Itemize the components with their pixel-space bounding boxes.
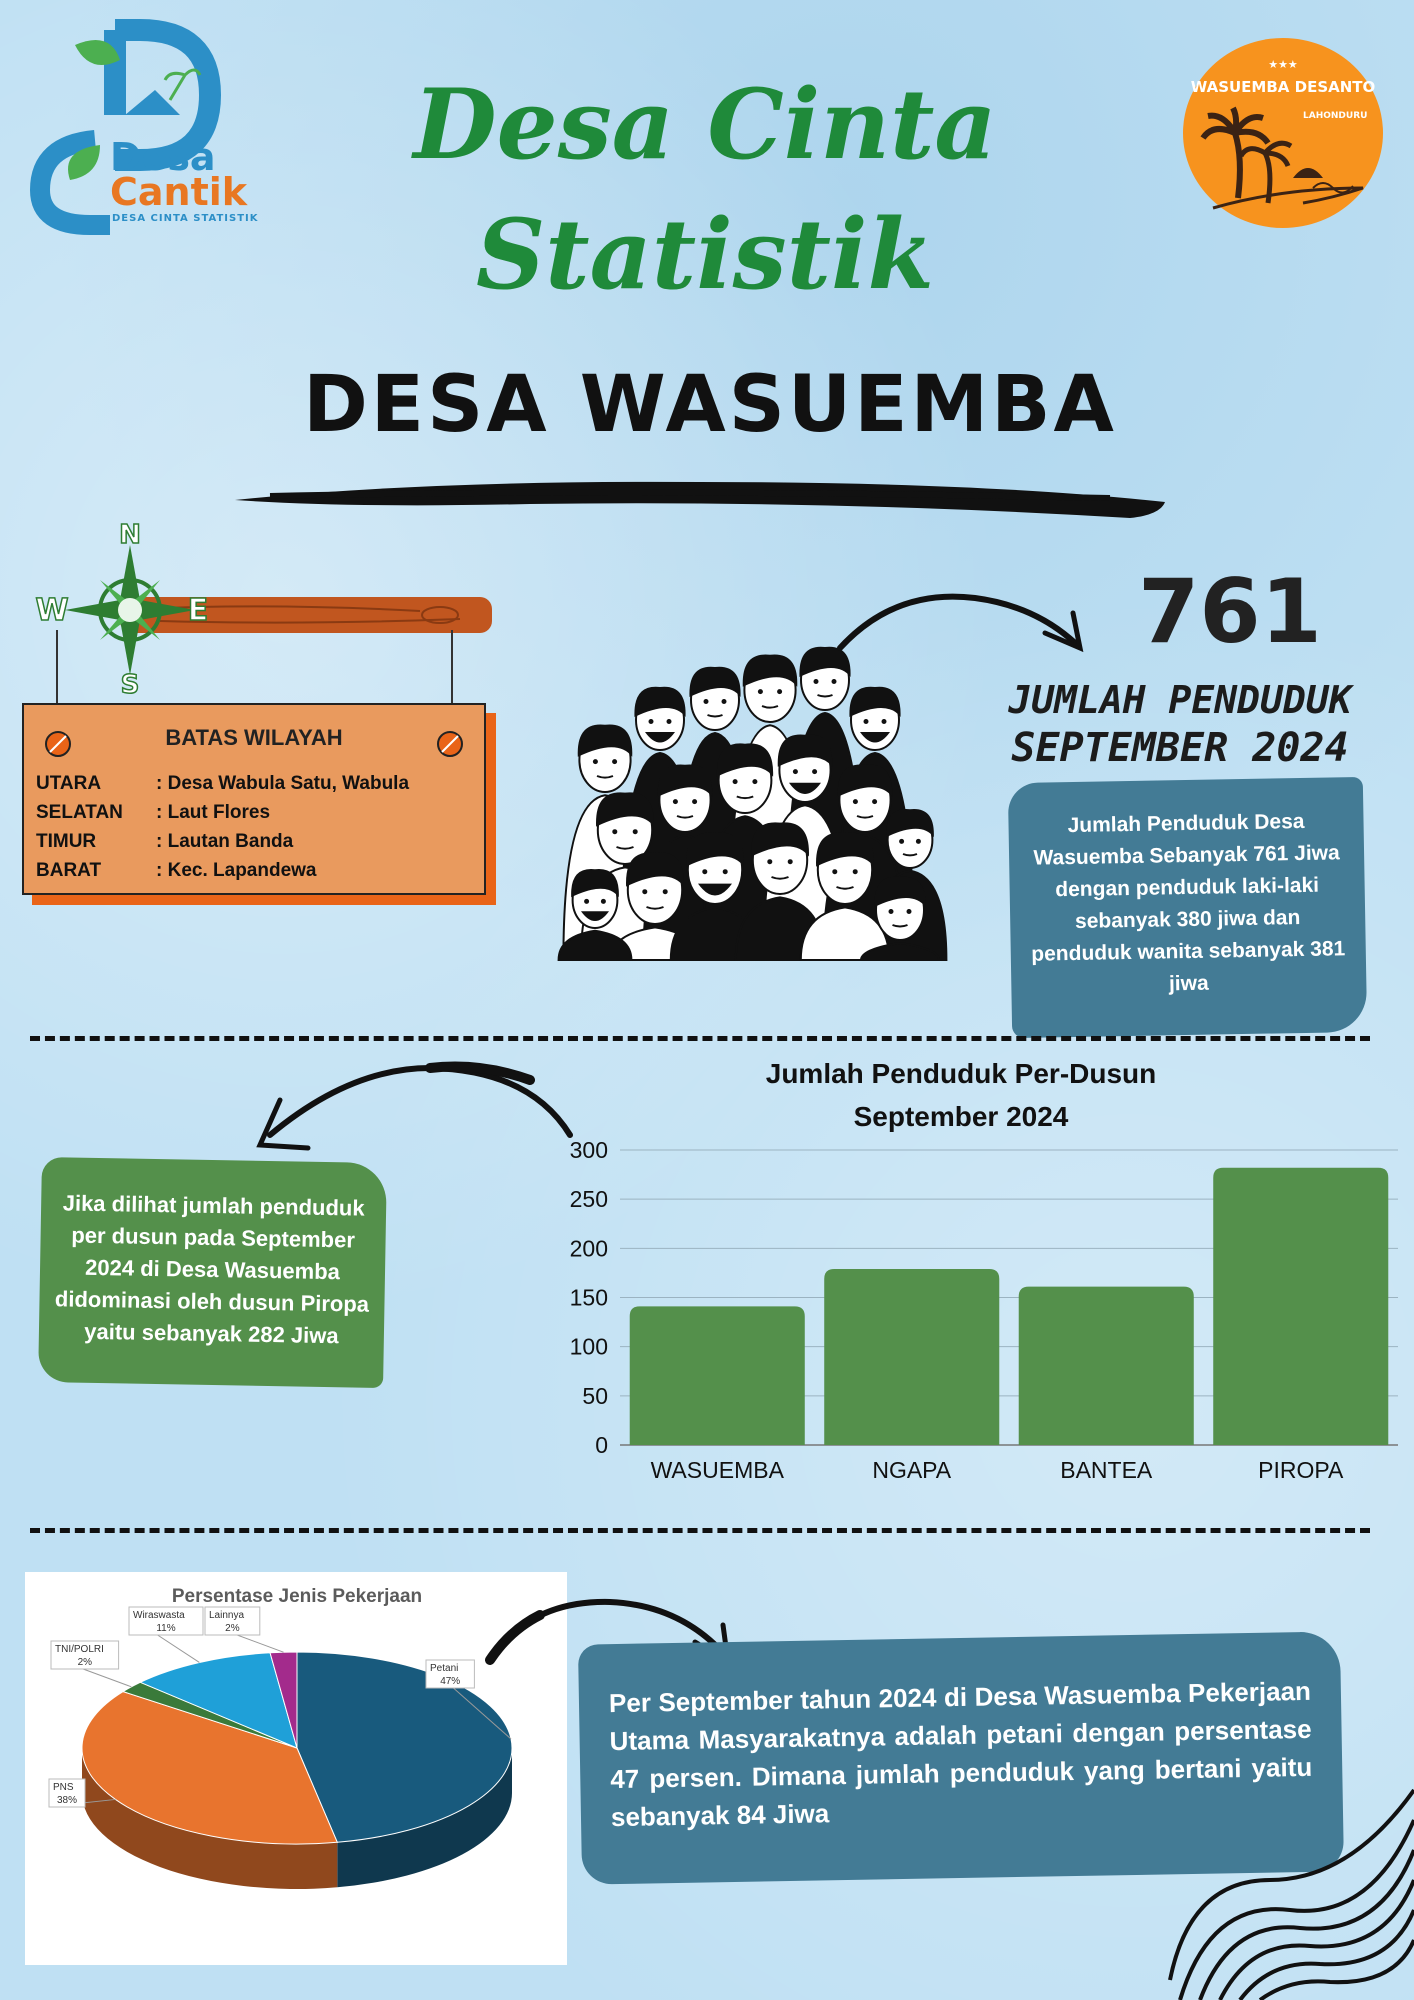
pie-percent: 2% — [77, 1657, 93, 1668]
bar-ngapa — [824, 1269, 999, 1445]
curved-arrow-icon — [835, 588, 1095, 668]
person-eye — [673, 799, 678, 804]
y-tick-label: 300 — [569, 1137, 608, 1163]
x-tick-label: NGAPA — [872, 1457, 952, 1483]
person-eye — [832, 869, 837, 874]
y-tick-label: 50 — [582, 1382, 608, 1409]
population-caption-line2: SEPTEMBER 2024 — [1011, 725, 1349, 771]
batas-value: : Laut Flores — [156, 802, 271, 823]
person-eye — [649, 719, 654, 724]
person-eye — [864, 719, 869, 724]
x-tick-label: BANTEA — [1060, 1457, 1153, 1483]
population-description-box — [1008, 777, 1367, 1038]
pie-percent: 2% — [225, 1623, 240, 1634]
pie-label: Lainnya — [209, 1610, 245, 1621]
brush-stroke-divider — [230, 470, 1170, 530]
logo-desa-text: Desa — [110, 135, 216, 179]
y-tick-label: 150 — [569, 1284, 608, 1311]
batas-value: : Desa Wabula Satu, Wabula — [156, 773, 410, 794]
title-script-line2: Statistik — [475, 198, 935, 311]
person-eye — [704, 699, 709, 704]
compass-rose-icon — [35, 520, 209, 700]
y-tick-label: 200 — [569, 1235, 608, 1262]
person-eye — [767, 859, 772, 864]
title-script-line1: Desa Cinta — [413, 68, 997, 181]
logo-tagline: DESA CINTA STATISTIK — [112, 213, 259, 224]
batas-value: : Lautan Banda — [156, 831, 294, 852]
pie-percent: 47% — [440, 1676, 461, 1687]
person-eye — [702, 869, 707, 874]
page-title: DESA WASUEMBA — [303, 360, 1117, 450]
dusun-note-box — [38, 1157, 387, 1388]
logo-sub: LAHONDURU — [1303, 111, 1368, 121]
person-eye — [793, 769, 798, 774]
person-eye — [593, 759, 598, 764]
batas-label: TIMUR — [36, 831, 97, 852]
person-eye — [601, 899, 606, 904]
desa-cantik-logo — [20, 20, 260, 230]
batas-label: SELATAN — [36, 802, 123, 823]
person-eye — [853, 799, 858, 804]
person-eye — [814, 679, 819, 684]
batas-wilayah-card — [22, 703, 486, 895]
dashed-divider — [30, 1036, 1370, 1041]
person-eye — [752, 779, 757, 784]
batas-row — [36, 831, 293, 853]
person-eye — [832, 679, 837, 684]
batas-row — [36, 860, 317, 882]
decorative-waves — [1170, 1760, 1414, 2000]
batas-row — [36, 802, 270, 824]
compass-s: S — [120, 670, 140, 700]
compass-graphic — [35, 520, 209, 700]
person-eye — [907, 909, 912, 914]
logo-cantik-text: Cantik — [110, 170, 248, 214]
logo-stars: ★★★ — [1268, 58, 1298, 71]
person-eye — [612, 759, 617, 764]
person-eye — [692, 799, 697, 804]
person-eye — [812, 769, 817, 774]
person-eye — [723, 869, 728, 874]
chart-subtitle: September 2024 — [853, 1101, 1069, 1132]
logo-name: WASUEMBA DESANTO — [1190, 78, 1376, 96]
person-eye — [916, 839, 921, 844]
population-total: 761 — [1138, 560, 1322, 663]
person-eye — [667, 719, 672, 724]
population-caption-line1: JUMLAH PENDUDUK — [1008, 678, 1352, 722]
person-eye — [853, 869, 858, 874]
compass-w: W — [35, 593, 69, 628]
batas-wilayah-title: BATAS WILAYAH — [165, 725, 343, 750]
bar-chart — [540, 1055, 1410, 1495]
person-eye — [758, 689, 763, 694]
batas-value: : Kec. Lapandewa — [156, 860, 317, 881]
person-eye — [663, 889, 668, 894]
person-eye — [722, 699, 727, 704]
person-eye — [899, 839, 904, 844]
person-eye — [584, 899, 589, 904]
y-tick-label: 100 — [569, 1333, 608, 1360]
batas-label: BARAT — [36, 860, 102, 881]
person-eye — [642, 889, 647, 894]
person-eye — [777, 689, 782, 694]
job-note: Per September tahun 2024 di Desa Wasuemba Pekerjaan Utama Masyarakatnya adalah petani dengan persentase 47 persen. Dimana jumlah penduduk yang bertani yaitu sebanyak 84 Jiwa — [608, 1675, 1313, 1833]
person-eye — [633, 829, 638, 834]
pie-title: Persentase Jenis Pekerjaan — [171, 1586, 423, 1607]
person-eye — [788, 859, 793, 864]
bar-piropa — [1213, 1168, 1388, 1445]
chart-title: Jumlah Penduduk Per-Dusun — [765, 1058, 1157, 1089]
y-tick-label: 0 — [595, 1432, 608, 1458]
bar-wasuemba — [630, 1306, 805, 1445]
person-eye — [733, 779, 738, 784]
compass-e: E — [187, 593, 209, 628]
batas-label: UTARA — [36, 773, 102, 794]
y-tick-label: 250 — [569, 1186, 608, 1213]
wasuemba-desanto-logo — [1183, 38, 1383, 228]
dashed-divider — [30, 1528, 1370, 1533]
bar-bantea — [1019, 1287, 1194, 1445]
title-script — [380, 60, 1030, 320]
palm-tree-icon — [1183, 38, 1383, 228]
compass-n: N — [119, 520, 141, 550]
person-eye — [872, 799, 877, 804]
pie-leader-line — [153, 1632, 199, 1662]
pie-label: PNS — [53, 1782, 74, 1793]
x-tick-label: WASUEMBA — [650, 1457, 784, 1483]
pie-percent: 38% — [56, 1795, 78, 1806]
dusun-note: Jika dilihat jumlah penduduk per dusun pada September 2024 di Desa Wasuemba didominasi oleh dusun Piropa yaitu sebanyak 282 Jiwa — [54, 1190, 370, 1349]
curved-arrow-icon — [230, 1060, 580, 1170]
pie-label: TNI/POLRI — [55, 1644, 104, 1655]
pie-percent: 11% — [156, 1623, 176, 1634]
pie-label: Petani — [430, 1663, 459, 1674]
person-eye — [612, 829, 617, 834]
pie-label: Wiraswasta — [133, 1610, 185, 1621]
x-tick-label: PIROPA — [1258, 1457, 1344, 1483]
person-eye — [889, 909, 894, 914]
batas-row — [36, 773, 409, 795]
population-description: Jumlah Penduduk Desa Wasuemba Sebanyak 761 Jiwa dengan penduduk laki-laki sebanyak 380 jiwa dan penduduk wanita sebanyak 381 jiwa — [1031, 809, 1346, 996]
person-eye — [882, 719, 887, 724]
